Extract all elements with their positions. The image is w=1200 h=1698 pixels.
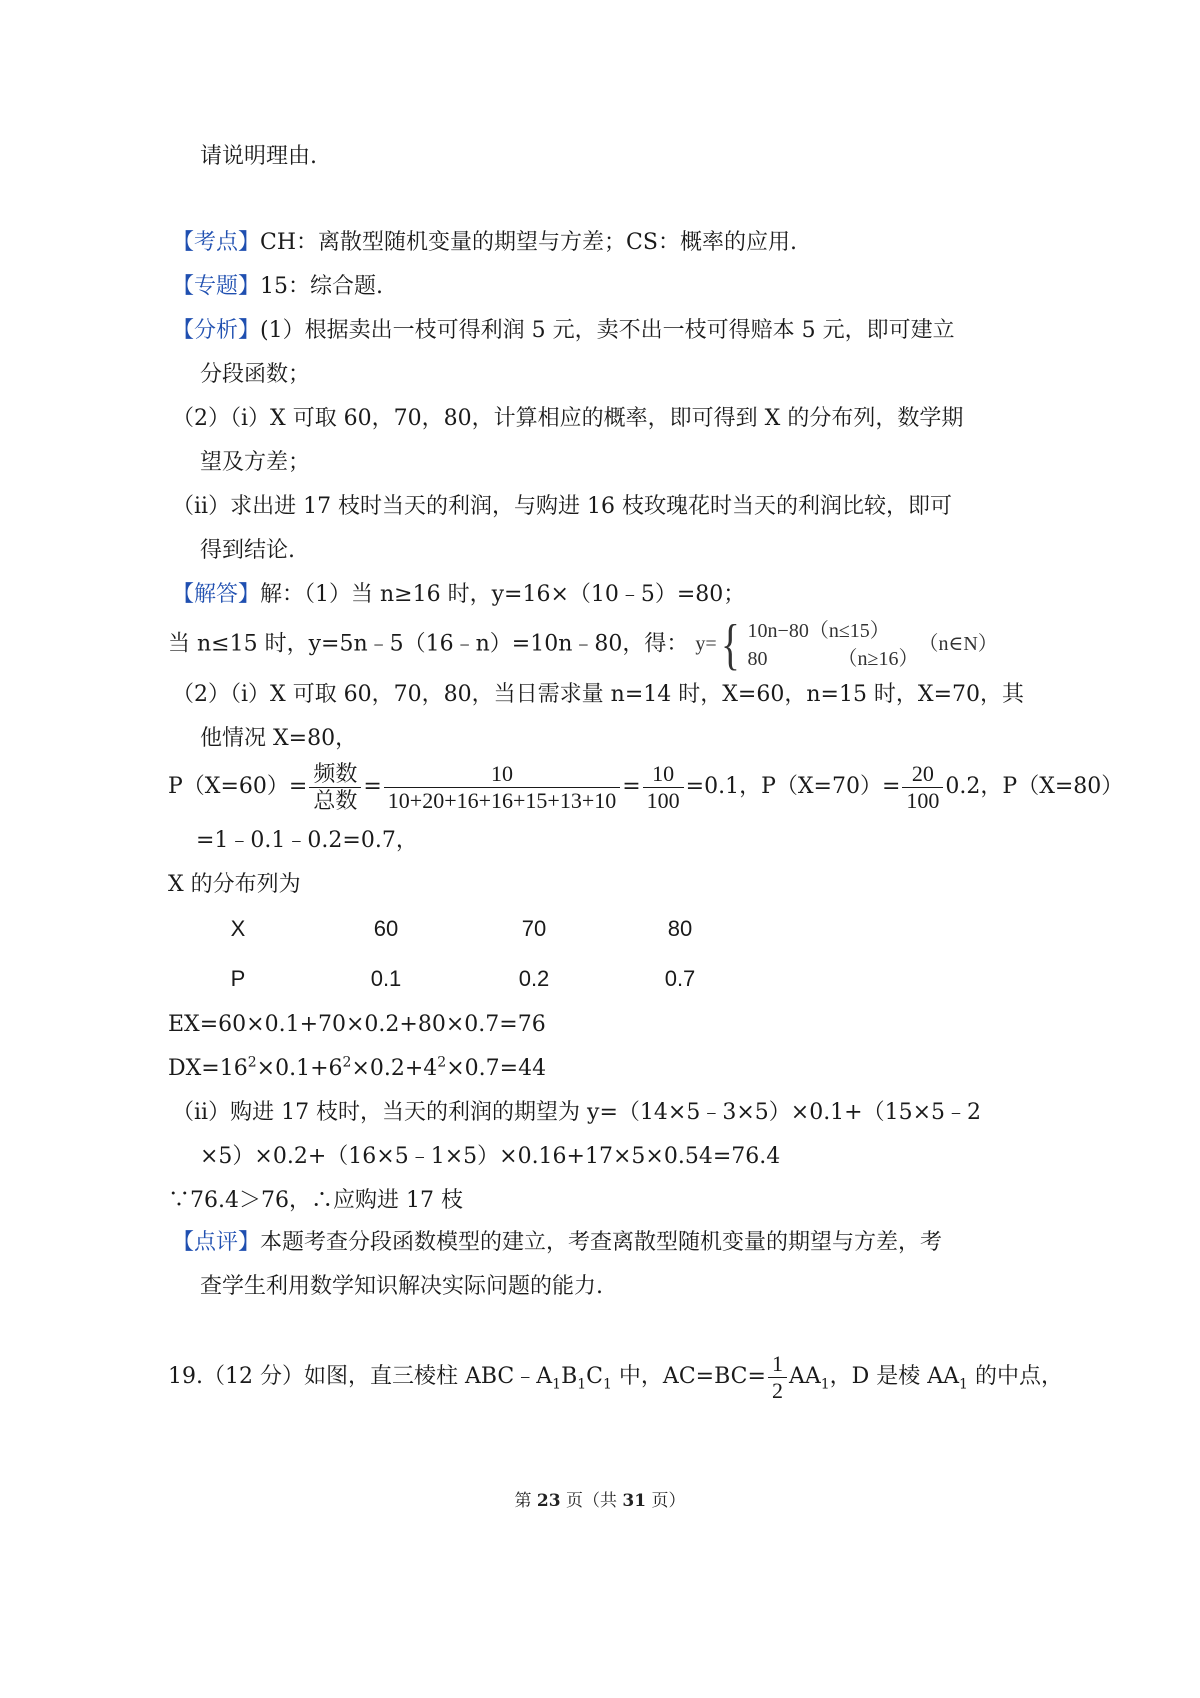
fraction-10-100 [643,761,684,814]
fraction-20-100 [902,761,943,814]
text-line: （2）（i）X 可取 60，70，80，计算相应的概率，即可得到 X 的分布列，数学期 [172,406,964,431]
zhuanti-text: 15：综合题. [260,274,384,299]
page-number: 23 [536,1491,561,1511]
variance-line [168,1054,546,1084]
fenxi-line [172,316,955,346]
section-tag-dianping: 【点评】 [172,1230,261,1255]
section-tag-jieda: 【解答】 [172,582,261,607]
fraction-numerator: 10 [384,761,620,788]
table-cell: P [230,966,246,991]
piecewise-line [168,614,998,677]
dianping-text: 本题考查分段函数模型的建立，考查离散型随机变量的期望与方差，考 [260,1230,943,1255]
subscript: 1 [552,1376,562,1393]
fraction-numerator: 20 [902,761,943,788]
section-tag-fenxi: 【分析】 [172,318,261,343]
equals-sign: = [363,774,382,799]
fraction-denominator: 2 [771,1377,783,1403]
formula-part: ×0.2+4 [351,1056,438,1081]
formula-part: AA [788,1364,821,1389]
kaodian-line [172,228,797,258]
subscript: 1 [577,1376,587,1393]
exponent: 2 [247,1054,257,1071]
text-line: （2）（i）X 可取 60，70，80，当日需求量 n=14 时，X=60，n=15 时，X=70，其 [172,682,1025,707]
formula-part: 中，AC=BC= [611,1364,766,1389]
kaodian-text: CH：离散型随机变量的期望与方差；CS：概率的应用. [260,230,797,255]
formula-part: C [586,1364,604,1389]
piecewise-intro: 当 n≤15 时，y=5n﹣5（16﹣n）=10n﹣80，得： [168,631,689,657]
fraction-freq-total [309,761,361,814]
exponent: 2 [342,1054,352,1071]
fraction-numerator: 1 [768,1351,787,1378]
table-cell: 0.2 [518,966,550,991]
formula-part: B [561,1364,578,1389]
formula-part: 19.（12 分）如图，直三棱柱 ABC﹣A [168,1364,553,1389]
equals-sign: = [622,774,641,799]
jieda-text: 解：（1）当 n≥16 时，y=16×（10﹣5）=80； [260,582,746,607]
text-line: 望及方差； [200,450,311,475]
brace-glyph: { [720,614,740,677]
table-cell: 70 [521,916,547,941]
piecewise-row: 10n−80（n≤15） [747,620,890,643]
formula-part: ，D 是棱 AA [829,1364,960,1389]
formula-part: DX=16 [168,1056,248,1081]
exponent: 2 [437,1054,447,1071]
fraction-numerator: 10 [643,761,684,788]
text-line: 请说明理由. [200,144,317,169]
text-line: 得到结论. [200,538,295,563]
section-tag-kaodian: 【考点】 [172,230,261,255]
p60-result: =0.1，P（X=70）= [685,774,901,799]
table-cell: 60 [373,916,399,941]
text-line: ∵76.4＞76，∴应购进 17 枝 [168,1188,463,1213]
table-cell: 0.1 [370,966,402,991]
text-line: 他情况 X=80， [200,726,358,751]
text-line: 查学生利用数学知识解决实际问题的能力. [200,1274,603,1299]
expectation-line: EX=60×0.1+70×0.2+80×0.7=76 [168,1012,546,1037]
subscript: 1 [603,1376,612,1393]
subscript: 1 [959,1376,968,1393]
piecewise-function [695,614,998,677]
fraction-half [768,1351,787,1404]
zhuanti-line [172,272,383,302]
total-pages: 31 [622,1491,647,1511]
dianping-line [172,1228,942,1258]
question-19 [168,1350,1063,1404]
formula-part: 的中点， [967,1364,1063,1389]
section-tag-zhuanti: 【专题】 [172,274,261,299]
page-footer [0,1486,1200,1511]
text-line: （ii）购进 17 枝时，当天的利润的期望为 y=（14×5﹣3×5）×0.1+（15×5﹣2 [172,1100,982,1125]
fraction-sum [384,761,620,814]
text-line: 分段函数； [200,362,311,387]
text-line: ×5）×0.2+（16×5﹣1×5）×0.16+17×5×0.54=76.4 [200,1144,781,1169]
formula-part: ×0.7=44 [446,1056,547,1081]
fenxi-text: (1）根据卖出一枝可得利润 5 元，卖不出一枝可得赔本 5 元，即可建立 [260,318,955,343]
piecewise-y: y= [695,633,717,655]
fraction-denominator: 100 [646,787,680,813]
footer-text: 第 [514,1491,537,1511]
subscript: 1 [820,1376,830,1393]
fraction-denominator: 10+20+16+16+15+13+10 [387,787,617,813]
fraction-numerator: 频数 [309,761,361,788]
probability-line [168,760,1123,814]
footer-text: 页） [646,1491,686,1511]
p60-label: P（X=60）= [168,774,308,799]
fraction-denominator: 100 [906,787,940,813]
fraction-denominator: 总数 [313,787,358,813]
footer-text: 页（共 [560,1491,623,1511]
piecewise-domain: （n∈N） [918,633,998,655]
text-line: =1﹣0.1﹣0.2=0.7， [196,828,418,853]
table-cell: X [230,916,246,941]
table-cell: 80 [667,916,693,941]
formula-part: ×0.1+6 [256,1056,343,1081]
text-line: X 的分布列为 [168,872,301,897]
p70-result: 0.2，P（X=80） [945,774,1124,799]
piecewise-row: 80 （n≥16） [747,648,919,671]
text-line: （ii）求出进 17 枝时当天的利润，与购进 16 枝玫瑰花时当天的利润比较，即可 [172,494,953,519]
jieda-line [172,580,745,610]
table-cell: 0.7 [664,966,696,991]
